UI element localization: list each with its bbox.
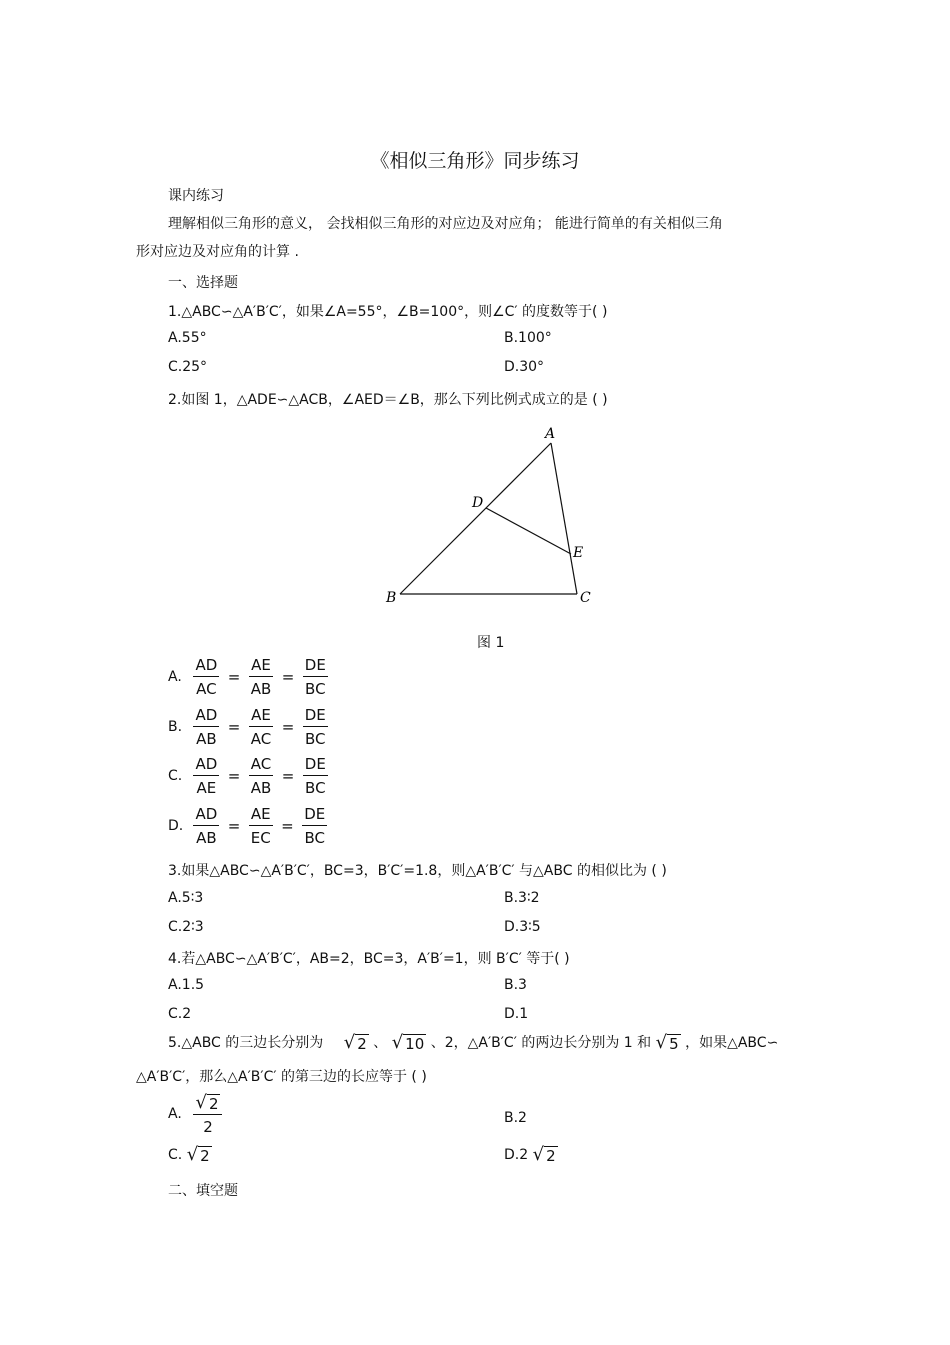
label-a: A xyxy=(545,426,556,442)
page-title: 《相似三角形》同步练习 xyxy=(370,150,580,172)
fraction: $\frac{AD}{AE}$ xyxy=(195,755,218,797)
q5-option-b: B.2 xyxy=(504,1110,527,1126)
label-b: B xyxy=(386,590,397,606)
fraction: $\frac{DE}{BC}$ xyxy=(304,656,326,698)
q3-option-a: A.5∶3 xyxy=(168,890,204,906)
q5-option-a: A. √ 2 2 xyxy=(168,1093,223,1136)
fraction: $\frac{DE}{BC}$ xyxy=(304,706,326,748)
sqrt-expression: √ 2 xyxy=(343,1032,367,1053)
q1-option-d: D.30° xyxy=(504,359,545,375)
section-fill: 二、填空题 xyxy=(168,1183,238,1199)
fraction: $\frac{DE}{BC}$ xyxy=(304,805,326,847)
q4-option-c: C.2 xyxy=(168,1006,192,1022)
q3-option-d: D.3∶5 xyxy=(504,919,541,935)
fraction: $\frac{AE}{EC}$ xyxy=(250,805,271,847)
segment-ab xyxy=(400,443,551,594)
q1-option-c: C.25° xyxy=(168,359,208,375)
sqrt-expression: √ 2 xyxy=(195,1091,219,1113)
q2-option-a: A. $\frac{AD}{AC}$ = $\frac{AE}{AB}$ = $\frac{DE}{BC}$ xyxy=(168,656,326,698)
q2-option-b: B. $\frac{AD}{AB}$ = $\frac{AE}{AC}$ = $\frac{DE}{BC}$ xyxy=(168,706,326,748)
fraction: $\frac{DE}{BC}$ xyxy=(304,755,326,797)
q1-option-a: A.55° xyxy=(168,330,207,346)
q3-text: 3.如果△ABC∽△A′B′C′，BC=3，B′C′=1.8，则△A′B′C′ 与△ABC 的相似比为 ( ) xyxy=(168,863,667,879)
q2-option-c: C. $\frac{AD}{AE}$ = $\frac{AC}{AB}$ = $\frac{DE}{BC}$ xyxy=(168,755,326,797)
q5-text-line-1: 5.△ABC 的三边长分别为 √ 2 、 √ 10 、2，△A′B′C′ 的两边长分别为 1 和 √ 5 ，如果△ABC∽ xyxy=(168,1032,779,1053)
q5-text-line-2: △A′B′C′，那么△A′B′C′ 的第三边的长应等于 ( ) xyxy=(136,1069,427,1085)
q4-option-d: D.1 xyxy=(504,1006,529,1022)
fraction: $\frac{AD}{AB}$ xyxy=(195,805,218,847)
q2-text: 2.如图 1，△ADE∽△ACB，∠AED＝∠B，那么下列比例式成立的是 ( ) xyxy=(168,392,608,408)
figure-caption: 图 1 xyxy=(477,635,505,651)
q4-text: 4.若△ABC∽△A′B′C′，AB=2，BC=3，A′B′=1，则 B′C′ 等于( ) xyxy=(168,951,570,967)
segment-ac xyxy=(551,443,577,594)
section-inclass: 课内练习 xyxy=(168,188,224,204)
fraction: $\frac{AC}{AB}$ xyxy=(250,755,272,797)
fraction: $\frac{AD}{AC}$ xyxy=(195,656,218,698)
sqrt-expression: √ 2 xyxy=(532,1144,556,1165)
q4-option-b: B.3 xyxy=(504,977,527,993)
q5-option-c: C. √ 2 xyxy=(168,1144,210,1165)
sqrt-expression: √ 5 xyxy=(655,1032,679,1053)
segment-de xyxy=(486,508,571,554)
fraction: √ 2 2 xyxy=(193,1093,222,1136)
q5-option-d: D.2 √ 2 xyxy=(504,1144,556,1165)
q1-text: 1.△ABC∽△A′B′C′，如果∠A=55°，∠B=100°，则∠C′ 的度数等于( ) xyxy=(168,304,608,320)
fraction: $\frac{AE}{AC}$ xyxy=(250,706,272,748)
fraction: $\frac{AE}{AB}$ xyxy=(250,656,272,698)
label-e: E xyxy=(573,545,584,561)
figure-triangle xyxy=(380,420,600,610)
fraction: $\frac{AD}{AB}$ xyxy=(195,706,218,748)
label-d: D xyxy=(472,495,484,511)
intro-line-2: 形对应边及对应角的计算 . xyxy=(136,244,299,260)
intro-line-1: 理解相似三角形的意义， 会找相似三角形的对应边及对应角； 能进行简单的有关相似三角 xyxy=(168,216,723,232)
q2-option-d: D. $\frac{AD}{AB}$ = $\frac{AE}{EC}$ = $\frac{DE}{BC}$ xyxy=(168,805,326,847)
sqrt-expression: √ 2 xyxy=(186,1144,210,1165)
section-choice: 一、选择题 xyxy=(168,275,238,291)
sqrt-expression: √ 10 xyxy=(391,1032,425,1053)
q1-option-b: B.100° xyxy=(504,330,552,346)
q3-option-b: B.3∶2 xyxy=(504,890,540,906)
q4-option-a: A.1.5 xyxy=(168,977,205,993)
q3-option-c: C.2∶3 xyxy=(168,919,204,935)
label-c: C xyxy=(580,590,591,606)
